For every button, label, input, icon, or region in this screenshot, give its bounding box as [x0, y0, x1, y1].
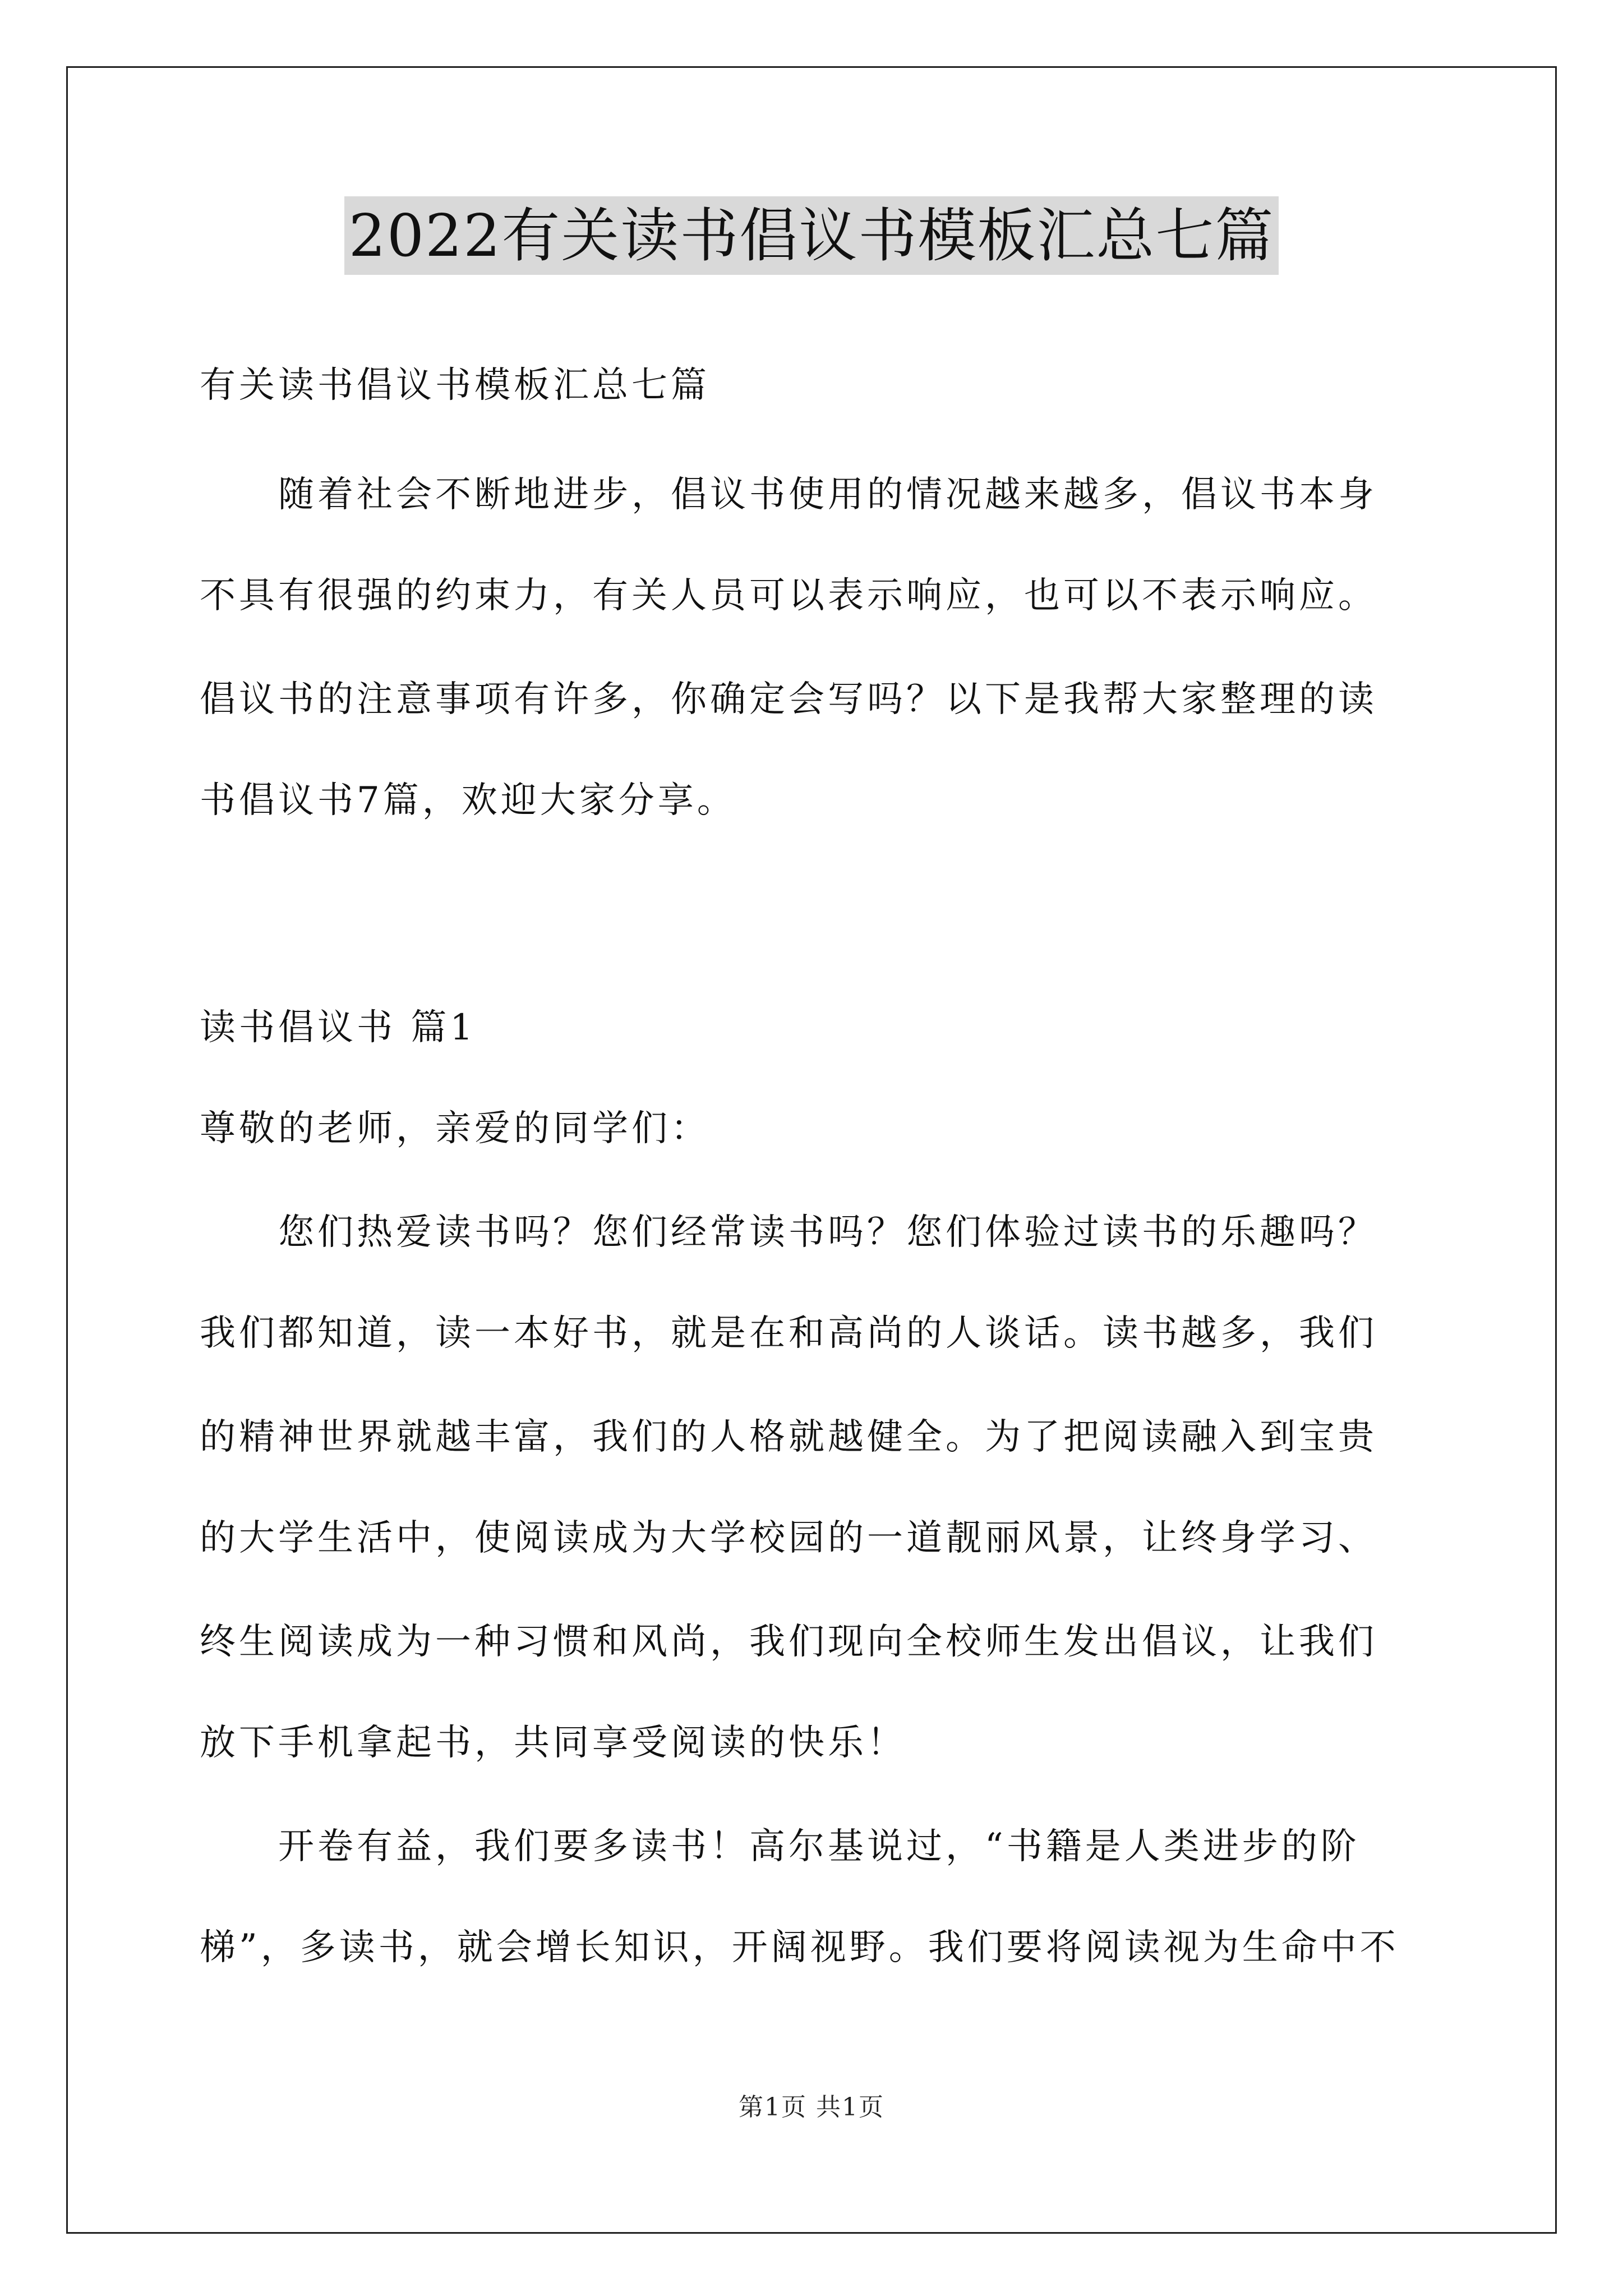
para1-line-4: 的大学生活中，使阅读成为大学校园的一道靓丽风景，让终身学习、 — [200, 1517, 1377, 1559]
intro-line-2: 不具有很强的约束力，有关人员可以表示响应，也可以不表示响应。 — [200, 575, 1377, 616]
para2-line-2: 梯”，多读书，就会增长知识，开阔视野。我们要将阅读视为生命中不 — [200, 1927, 1399, 1968]
para2-line-1: 开卷有益，我们要多读书！高尔基说过，“书籍是人类进步的阶 — [278, 1826, 1360, 1867]
document-subtitle: 有关读书倡议书模板汇总七篇 — [200, 365, 710, 406]
intro-line-1: 随着社会不断地进步，倡议书使用的情况越来越多，倡议书本身 — [278, 474, 1377, 516]
para1-line-1: 您们热爱读书吗？您们经常读书吗？您们体验过读书的乐趣吗？ — [278, 1212, 1377, 1253]
page-footer: 第1页 共1页 — [739, 2093, 884, 2122]
intro-line-4: 书倡议书7篇，欢迎大家分享。 — [200, 780, 736, 821]
para1-line-2: 我们都知道，读一本好书，就是在和高尚的人谈话。读书越多，我们 — [200, 1313, 1377, 1354]
para1-line-3: 的精神世界就越丰富，我们的人格就越健全。为了把阅读融入到宝贵 — [200, 1416, 1377, 1458]
para1-line-5: 终生阅读成为一种习惯和风尚，我们现向全校师生发出倡议，让我们 — [200, 1621, 1377, 1663]
section-heading: 读书倡议书 篇1 — [200, 1007, 477, 1048]
salutation: 尊敬的老师，亲爱的同学们： — [200, 1108, 710, 1149]
intro-line-3: 倡议书的注意事项有许多，你确定会写吗？以下是我帮大家整理的读 — [200, 679, 1377, 720]
para1-line-6: 放下手机拿起书，共同享受阅读的快乐！ — [200, 1722, 906, 1764]
title-container — [0, 196, 1623, 275]
document-title: 2022有关读书倡议书模板汇总七篇 — [344, 196, 1279, 275]
